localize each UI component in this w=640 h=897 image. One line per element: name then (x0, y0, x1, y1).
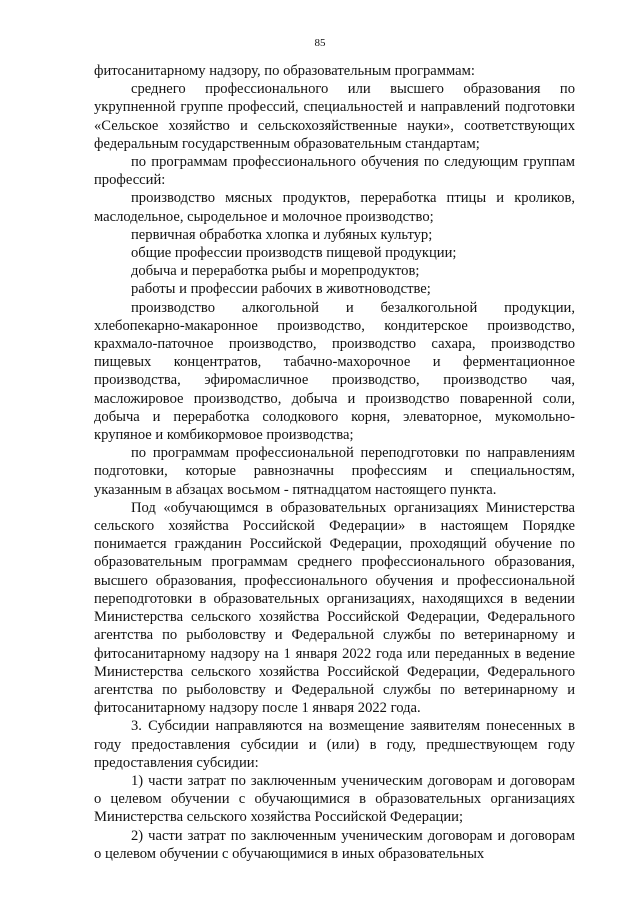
paragraph-subitem-2: 2) части затрат по заключенным ученическим договорам и договорам о целевом обучении с обучающимися в иных образовательных (94, 827, 575, 862)
paragraph-higher-education: среднего профессионального или высшего образования по укрупненной группе профессий, специальностей и направлений подготовки «Сельское хозяйство и сельскохозяйственные науки», соответствующих федеральным государственным образовательным стандартам; (94, 81, 575, 152)
paragraph-cotton-processing: первичная обработка хлопка и лубяных культур; (131, 226, 433, 243)
paragraph-food-industries: производство алкогольной и безалкогольной продукции, хлебопекарно-макаронное производство, кондитерское производство, крахмало-паточное производство, производство сахара, производство пищевых концентратов, табачно-махорочное и ферментационное производства, эфиромасличное производство, производство чая, масложировое производство, добыча и производство поваренной соли, добыча и переработка солодкового корня, элеваторное, мукомольно-крупяное и комбикормовое производства; (94, 299, 575, 444)
paragraph-fish-processing: добыча и переработка рыбы и морепродуктов; (131, 263, 420, 280)
paragraph-student-definition: Под «обучающимся в образовательных организациях Министерства сельского хозяйства Российской Федерации» в настоящем Порядке понимается гражданин Российской Федерации, проходящий обучение по образовательным программам среднего профессионального образования, высшего образования, профессионального обучения и профессиональной переподготовки в образовательных организациях, находящихся в ведении Министерства сельского хозяйства Российской Федерации, Федерального агентства по рыболовству и Федеральной службы по ветеринарному и фитосанитарному надзору на 1 января 2022 года или переданных в ведение Министерства сельского хозяйства Российской Федерации, Федерального агентства по рыболовству и Федеральной службы по ветеринарному и фитосанитарному надзору после 1 января 2022 года. (94, 499, 575, 717)
paragraph-retraining: по программам профессиональной переподготовки по направлениям подготовки, которые равнозначны профессиям и специальностям, указанным в абзацах восьмом - пятнадцатом настоящего пункта. (94, 445, 575, 498)
paragraph-item-3: 3. Субсидии направляются на возмещение заявителям понесенных в году предоставления субсидии и (или) в году, предшествующем году предоставления субсидии: (94, 718, 575, 771)
document-body (94, 62, 575, 863)
paragraph-food-professions: общие профессии производств пищевой продукции; (131, 245, 457, 262)
page-number: 85 (314, 37, 326, 49)
paragraph-livestock-work: работы и профессии рабочих в животноводстве; (131, 281, 431, 298)
paragraph-vocational-training: по программам профессионального обучения по следующим группам профессий: (94, 154, 575, 189)
paragraph-intro: фитосанитарному надзору, по образовательным программам: (94, 63, 475, 79)
paragraph-meat-production: производство мясных продуктов, переработка птицы и кроликов, маслодельное, сыродельное и молочное производство; (94, 190, 575, 225)
paragraph-subitem-1: 1) части затрат по заключенным ученическим договорам и договорам о целевом обучении с обучающимися в образовательных организациях Министерства сельского хозяйства Российской Федерации; (94, 772, 575, 826)
